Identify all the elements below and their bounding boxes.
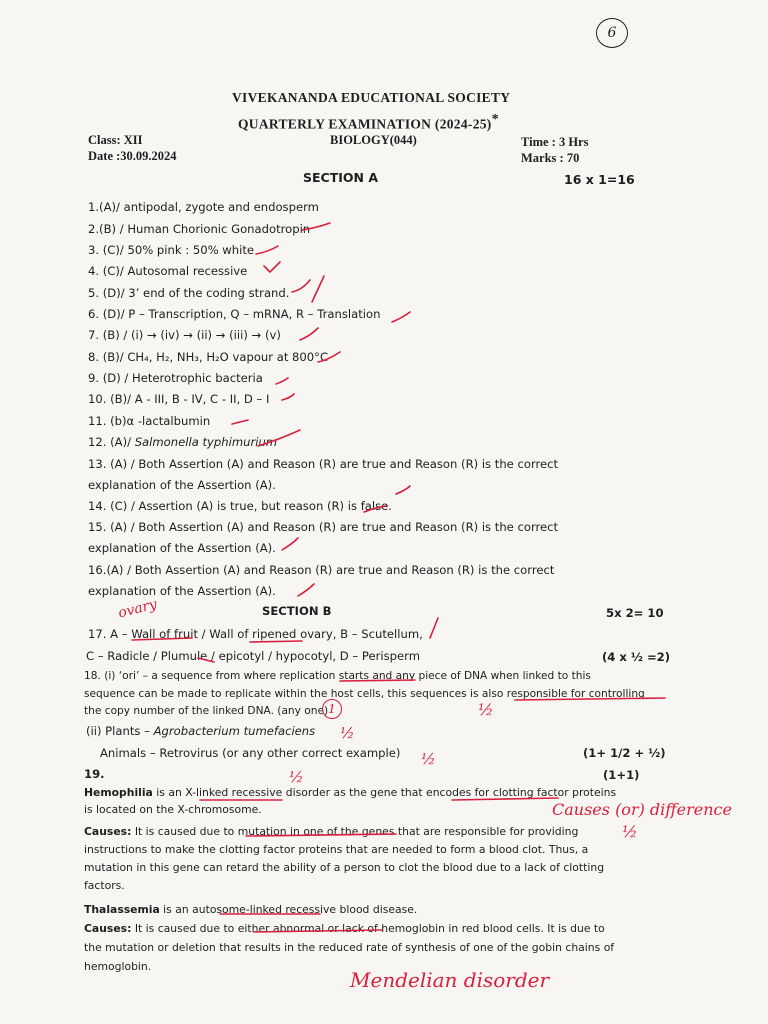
underline-mark bbox=[340, 680, 415, 681]
tick-mark bbox=[198, 658, 214, 662]
q18-line: 18. (i) ‘ori’ – a sequence from where replication starts and any piece of DNA when linked to this bbox=[84, 670, 591, 682]
answer-line: 12. (A)/ Salmonella typhimurium bbox=[88, 435, 278, 449]
half-mark-annotation: ½ bbox=[478, 700, 494, 719]
causes-line: instructions to make the clotting factor proteins that are needed to form a blood clot. Thus, a bbox=[84, 843, 589, 856]
q18-plants: (ii) Plants – Agrobacterium tumefaciens bbox=[86, 724, 316, 738]
underline-mark bbox=[254, 930, 382, 932]
half-mark-annotation: ½ bbox=[421, 750, 436, 768]
causes-line: mutation in this gene can retard the ability of a person to clot the blood due to a lack of clotting bbox=[84, 861, 605, 874]
q18-animals: Animals – Retrovirus (or any other correct example) bbox=[100, 746, 401, 760]
underline-mark bbox=[452, 798, 558, 800]
page-number: 6 bbox=[607, 25, 617, 41]
tick-mark bbox=[312, 276, 324, 302]
organisation-name: VIVEKANANDA EDUCATIONAL SOCIETY bbox=[232, 90, 511, 105]
section-a-scheme: 16 x 1=16 bbox=[564, 172, 635, 187]
answer-line: 3. (C)/ 50% pink : 50% white bbox=[88, 243, 255, 257]
marks-label: Marks : 70 bbox=[521, 151, 580, 165]
causes2-line: the mutation or deletion that results in the reduced rate of synthesis of one of the gobin chains of bbox=[84, 941, 615, 954]
tick-mark bbox=[300, 328, 318, 340]
answer-line: 10. (B)/ A - III, B - IV, C - II, D – I bbox=[88, 392, 270, 406]
underline-mark bbox=[132, 638, 192, 640]
subject-code: BIOLOGY(044) bbox=[330, 133, 417, 147]
thalassemia-term: Thalassemia bbox=[84, 903, 160, 916]
answer-line: 8. (B)/ CH₄, H₂, NH₃, H₂O vapour at 800°C bbox=[88, 350, 329, 364]
answer-line: explanation of the Assertion (A). bbox=[88, 478, 276, 492]
tick-mark bbox=[364, 506, 386, 512]
causes-label: Causes: bbox=[84, 825, 132, 838]
q17-line: 17. A – Wall of fruit / Wall of ripened ovary, B – Scutellum, bbox=[88, 627, 423, 641]
tick-mark bbox=[282, 394, 294, 400]
answer-line: explanation of the Assertion (A). bbox=[88, 584, 276, 598]
ovary-annotation: ovary bbox=[116, 596, 159, 622]
causes2-line: Causes: It is caused due to either abnormal or lack of hemoglobin in red blood cells. It is due to bbox=[84, 922, 605, 935]
tick-mark bbox=[392, 312, 410, 322]
answer-line: 4. (C)/ Autosomal recessive bbox=[88, 264, 248, 278]
q18-marks: (4 x ½ =2) bbox=[602, 650, 671, 664]
tick-mark bbox=[276, 378, 288, 384]
class-label: Class: XII bbox=[88, 133, 143, 147]
section-a-title: SECTION A bbox=[303, 170, 379, 185]
underline-mark bbox=[515, 698, 665, 700]
answer-line: 15. (A) / Both Assertion (A) and Reason (R) are true and Reason (R) is the correct bbox=[88, 520, 559, 534]
q19-label: 19. bbox=[84, 767, 105, 781]
answer-line: 7. (B) / (i) → (iv) → (ii) → (iii) → (v) bbox=[88, 328, 281, 342]
tick-mark bbox=[264, 262, 280, 272]
causes-or-difference-annotation: Causes (or) difference bbox=[552, 800, 732, 819]
thalassemia-line: Thalassemia is an autosome-linked recessive blood disease. bbox=[84, 903, 418, 916]
half-mark-annotation: ½ bbox=[289, 768, 304, 786]
answer-line: 6. (D)/ P – Transcription, Q – mRNA, R – Translation bbox=[88, 307, 381, 321]
answer-line: explanation of the Assertion (A). bbox=[88, 541, 276, 555]
mendelian-disorder-annotation: Mendelian disorder bbox=[350, 968, 550, 992]
tick-mark bbox=[232, 420, 248, 424]
underline-mark bbox=[246, 834, 396, 836]
tick-mark bbox=[318, 352, 340, 362]
answer-line: 1.(A)/ antipodal, zygote and endosperm bbox=[88, 200, 319, 214]
hemophilia-term: Hemophilia bbox=[84, 786, 153, 799]
causes-label-2: Causes: bbox=[84, 922, 132, 935]
half-mark-annotation: ½ bbox=[340, 724, 355, 742]
exam-title: QUARTERLY EXAMINATION (2024-25)* bbox=[238, 112, 499, 132]
underline-mark bbox=[250, 641, 302, 642]
half-mark-annotation: ½ bbox=[622, 822, 638, 841]
q19-marks: (1+1) bbox=[603, 768, 640, 782]
answer-line: 14. (C) / Assertion (A) is true, but reason (R) is false. bbox=[88, 499, 392, 513]
section-b-title: SECTION B bbox=[262, 604, 332, 618]
date-label: Date :30.09.2024 bbox=[88, 149, 177, 163]
tick-mark bbox=[430, 618, 438, 638]
tick-mark bbox=[282, 538, 298, 550]
q18-ii-marks: (1+ 1/2 + ½) bbox=[583, 746, 666, 760]
tick-mark bbox=[292, 280, 310, 292]
tick-mark bbox=[298, 584, 314, 596]
tick-mark bbox=[302, 223, 330, 230]
causes2-line: hemoglobin. bbox=[84, 960, 152, 973]
q18-line: the copy number of the linked DNA. (any one) bbox=[84, 705, 329, 717]
time-label: Time : 3 Hrs bbox=[521, 135, 589, 149]
answer-line: 2.(B) / Human Chorionic Gonadotropin bbox=[88, 222, 311, 236]
answer-line: 13. (A) / Both Assertion (A) and Reason (R) are true and Reason (R) is the correct bbox=[88, 457, 559, 471]
answer-line: 9. (D) / Heterotrophic bacteria bbox=[88, 371, 263, 385]
causes-line: Causes: It is caused due to mutation in one of the genes that are responsible for providing bbox=[84, 825, 579, 838]
tick-mark bbox=[258, 430, 300, 446]
answer-line: 11. (b)α -lactalbumin bbox=[88, 414, 211, 428]
plants-example: Agrobacterium tumefaciens bbox=[153, 724, 316, 738]
hemophilia-line: Hemophilia is an X-linked recessive disorder as the gene that encodes for clotting factor proteins bbox=[84, 786, 617, 799]
q18-line: sequence can be made to replicate within the host cells, this sequences is also responsible for controlling bbox=[84, 688, 645, 700]
section-b-scheme: 5x 2= 10 bbox=[606, 606, 664, 620]
species-name: Salmonella typhimurium bbox=[134, 435, 278, 449]
tick-mark bbox=[396, 486, 410, 494]
answer-line: 16.(A) / Both Assertion (A) and Reason (R) are true and Reason (R) is the correct bbox=[88, 563, 555, 577]
tick-mark bbox=[256, 246, 278, 254]
q17-line: C – Radicle / Plumule / epicotyl / hypocotyl, D – Perisperm bbox=[86, 649, 420, 663]
answer-line: 5. (D)/ 3’ end of the coding strand. bbox=[88, 286, 290, 300]
exam-asterisk: * bbox=[491, 112, 499, 127]
hemophilia-line: is located on the X-chromosome. bbox=[84, 803, 262, 816]
causes-line: factors. bbox=[84, 879, 125, 892]
one-mark-annotation: 1 bbox=[322, 699, 342, 719]
